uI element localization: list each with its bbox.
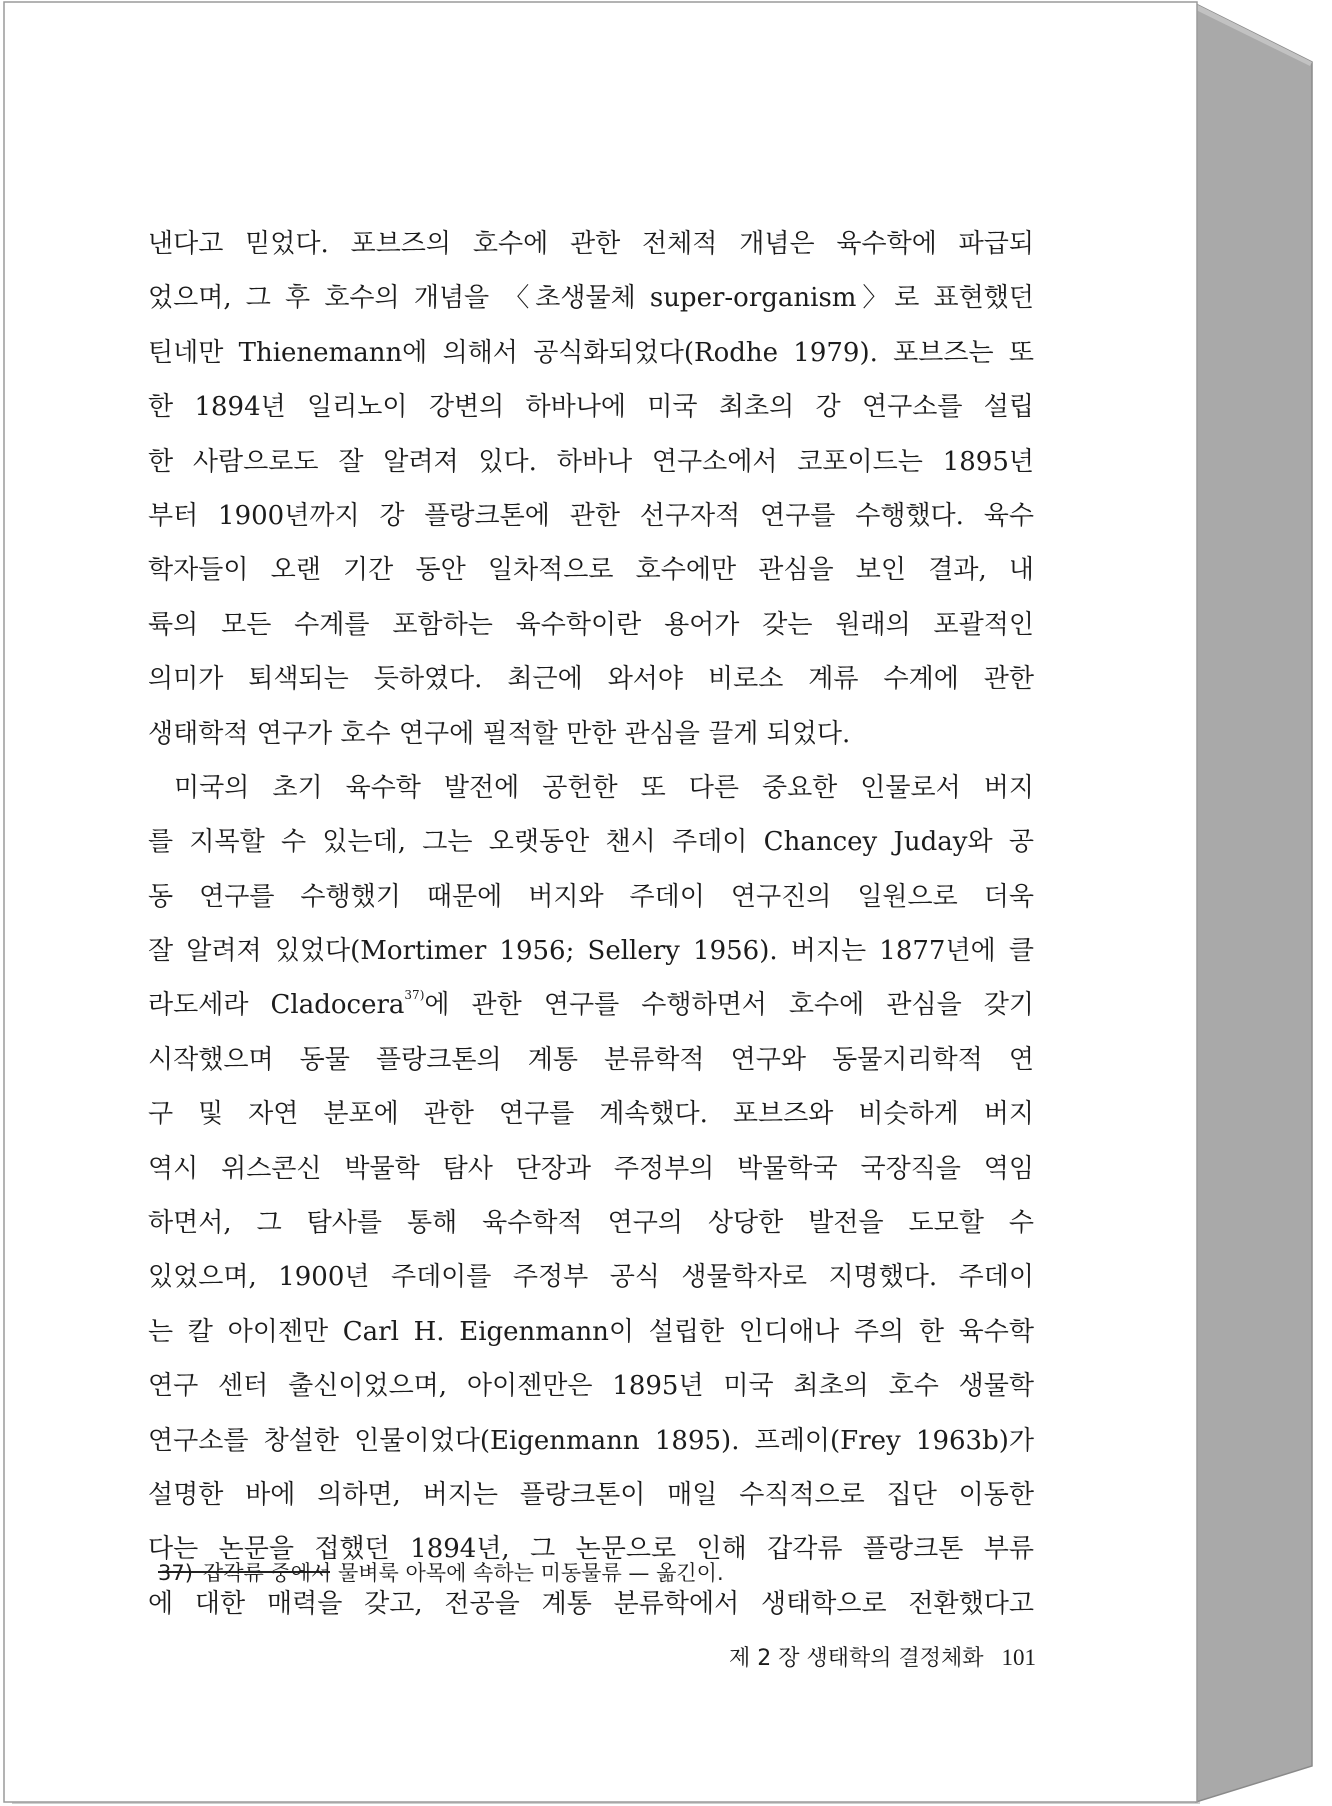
chapter-title: 제 2 장 생태학의 결정체화 <box>729 1646 984 1671</box>
running-footer <box>729 1640 1036 1677</box>
text-line-paragraph-end: 생태학적 연구가 호수 연구에 필적할 만한 관심을 끌게 되었다. <box>148 718 851 749</box>
page-number: 101 <box>1001 1645 1036 1670</box>
text-line: 잘 알려져 있었다(Mortimer 1956; Sellery 1956). 버지는 1877년에 클 <box>148 936 1034 967</box>
book-spine-side <box>1196 4 1312 1802</box>
text-line: 륙의 모든 수계를 포함하는 육수학이란 용어가 갖는 원래의 포괄적인 <box>148 609 1034 640</box>
text-line: 의미가 퇴색되는 듯하였다. 최근에 와서야 비로소 계류 수계에 관한 <box>148 664 1034 695</box>
text-line-with-footnote <box>148 978 1034 1032</box>
text-line-rest: 에 관한 연구를 수행하면서 호수에 관심을 갖기 <box>424 990 1034 1021</box>
text-line: 학자들이 오랜 기간 동안 일차적으로 호수에만 관심을 보인 결과, 내 <box>148 555 1034 586</box>
text-line: 한 사람으로도 잘 알려져 있다. 하바나 연구소에서 코포이드는 1895년 <box>148 446 1034 477</box>
text-line: 하면서, 그 탐사를 통해 육수학적 연구의 상당한 발전을 도모할 수 <box>148 1208 1034 1239</box>
text-line: 다는 논문을 접했던 1894년, 그 논문으로 인해 갑각류 플랑크톤 부류 <box>148 1534 1034 1565</box>
text-line: 역시 위스콘신 박물학 탐사 단장과 주정부의 박물학국 국장직을 역임 <box>148 1153 1034 1184</box>
text-line: 부터 1900년까지 강 플랑크톤에 관한 선구자적 연구를 수행했다. 육수 <box>148 500 1034 531</box>
text-line: 연구 센터 출신이었으며, 아이젠만은 1895년 미국 최초의 호수 생물학 <box>148 1371 1034 1402</box>
text-line: 에 대한 매력을 갖고, 전공을 계통 분류학에서 생태학으로 전환했다고 <box>148 1588 1034 1619</box>
text-line: 연구소를 창설한 인물이었다(Eigenmann 1895). 프레이(Frey 1963b)가 <box>148 1425 1034 1456</box>
text-line: 구 및 자연 분포에 관한 연구를 계속했다. 포브즈와 비슷하게 버지 <box>148 1099 1034 1130</box>
footnote-number: 37) <box>158 1561 193 1585</box>
body-text <box>148 217 1034 1631</box>
text-line-paragraph-start: 미국의 초기 육수학 발전에 공헌한 또 다른 중요한 인물로서 버지 <box>174 772 1034 803</box>
text-line: 동 연구를 수행했기 때문에 버지와 주데이 연구진의 일원으로 더욱 <box>148 881 1034 912</box>
text-line: 시작했으며 동물 플랑크톤의 계통 분류학적 연구와 동물지리학적 연 <box>148 1044 1034 1075</box>
footnote-text: 갑각류 중에서 물벼룩 아목에 속하는 미동물류 — 옮긴이. <box>202 1561 724 1585</box>
text-line: 는 칼 아이젠만 Carl H. Eigenmann이 설립한 인디애나 주의 한 육수학 <box>148 1316 1034 1347</box>
footnote-reference[interactable]: 37) <box>404 988 425 1003</box>
text-line: 었으며, 그 후 호수의 개념을 〈초생물체 super-organism〉로 표현했던 <box>148 283 1034 314</box>
text-line: 한 1894년 일리노이 강변의 하바나에 미국 최초의 강 연구소를 설립 <box>148 392 1034 423</box>
text-line-start: 라도세라 Cladocera <box>148 990 405 1021</box>
text-line: 설명한 바에 의하면, 버지는 플랑크톤이 매일 수직적으로 집단 이동한 <box>148 1479 1034 1510</box>
footnote <box>158 1555 724 1591</box>
text-line: 낸다고 믿었다. 포브즈의 호수에 관한 전체적 개념은 육수학에 파급되 <box>148 229 1034 259</box>
text-line: 있었으며, 1900년 주데이를 주정부 공식 생물학자로 지명했다. 주데이 <box>148 1262 1034 1293</box>
text-line: 틴네만 Thienemann에 의해서 공식화되었다(Rodhe 1979). 포브즈는 또 <box>148 337 1034 368</box>
text-line: 를 지목할 수 있는데, 그는 오랫동안 챈시 주데이 Chancey Juday와 공 <box>148 827 1034 858</box>
